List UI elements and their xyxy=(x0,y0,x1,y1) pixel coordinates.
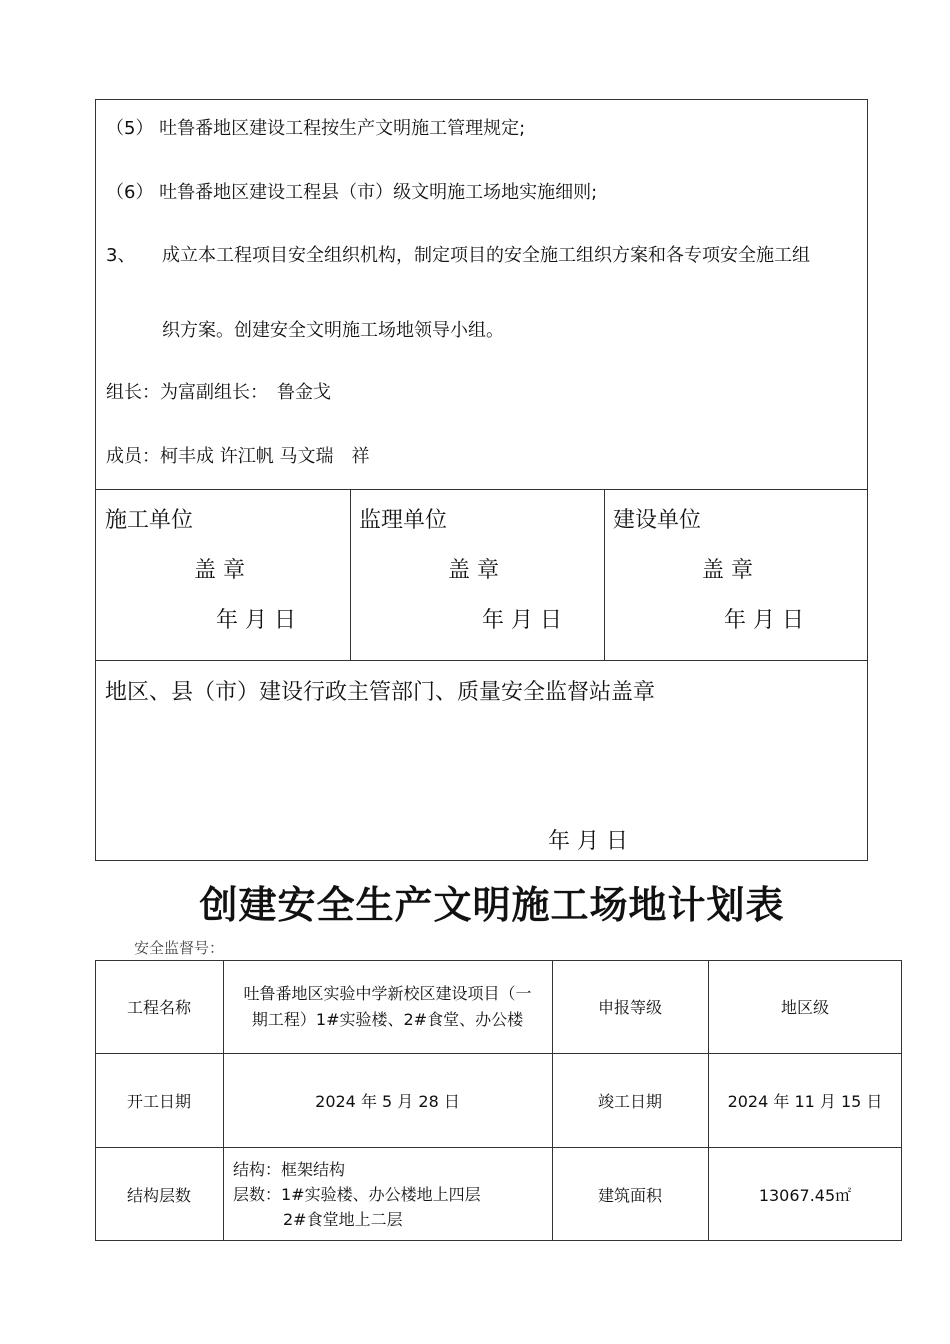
authority-date: 年 月 日 xyxy=(548,829,628,854)
structure-floors-value xyxy=(233,1157,548,1232)
group-leader: 组长：为富副组长： 鲁金戈 xyxy=(106,382,331,403)
unit-owner-seal: 盖 章 xyxy=(702,558,753,583)
divider xyxy=(95,489,868,490)
unit-supervision-seal: 盖 章 xyxy=(448,558,499,583)
completion-date-value: 2024 年 11 月 15 日 xyxy=(727,1091,883,1111)
item-3-text-line2: 织方案。创建安全文明施工场地领导小组。 xyxy=(162,320,504,341)
divider xyxy=(95,660,868,661)
floors-line2: 2#食堂地上二层 xyxy=(283,1210,403,1229)
structure-floors-label: 结构层数 xyxy=(126,1185,191,1205)
project-name-value xyxy=(223,960,552,1053)
group-members: 成员：柯丰成 许江帆 马文瑞 祥 xyxy=(106,446,370,467)
building-area-label: 建筑面积 xyxy=(597,1185,662,1205)
unit-construction-label: 施工单位 xyxy=(105,508,194,533)
item-number-3: 3、 xyxy=(106,245,136,266)
unit-owner-date: 年 月 日 xyxy=(724,608,804,633)
completion-date-label: 竣工日期 xyxy=(597,1091,662,1111)
report-grade-value: 地区级 xyxy=(780,998,829,1017)
unit-construction-seal: 盖 章 xyxy=(194,558,245,583)
divider xyxy=(350,489,351,660)
regulation-item-6: （6） 吐鲁番地区建设工程县（市）级文明施工场地实施细则; xyxy=(106,182,598,203)
item-3-text-line1: 成立本工程项目安全组织机构，制定项目的安全施工组织方案和各专项安全施工组 xyxy=(162,245,810,266)
floors-line1: 层数：1#实验楼、办公楼地上四层 xyxy=(233,1185,481,1204)
unit-supervision-date: 年 月 日 xyxy=(482,608,562,633)
structure-type: 结构：框架结构 xyxy=(233,1160,346,1179)
divider xyxy=(604,489,605,660)
authority-label: 地区、县（市）建设行政主管部门、质量安全监督站盖章 xyxy=(105,680,656,705)
project-name-line1: 吐鲁番地区实验中学新校区建设项目（一 xyxy=(243,983,532,1003)
upper-section xyxy=(95,99,868,861)
regulation-item-5: （5） 吐鲁番地区建设工程按生产文明施工管理规定; xyxy=(106,118,526,139)
supervision-number-label: 安全监督号： xyxy=(134,939,225,957)
report-grade-label: 申报等级 xyxy=(597,998,662,1017)
start-date-value: 2024 年 5 月 28 日 xyxy=(315,1091,460,1111)
start-date-label: 开工日期 xyxy=(126,1091,191,1111)
project-name-label: 工程名称 xyxy=(126,998,191,1017)
unit-supervision-label: 监理单位 xyxy=(359,508,448,533)
building-area-value: 13067.45㎡ xyxy=(758,1185,852,1205)
plan-title: 创建安全生产文明施工场地计划表 xyxy=(199,883,785,927)
project-name-line2: 期工程）1#实验楼、2#食堂、办公楼 xyxy=(251,1009,524,1029)
unit-construction-date: 年 月 日 xyxy=(216,608,296,633)
unit-owner-label: 建设单位 xyxy=(613,508,702,533)
